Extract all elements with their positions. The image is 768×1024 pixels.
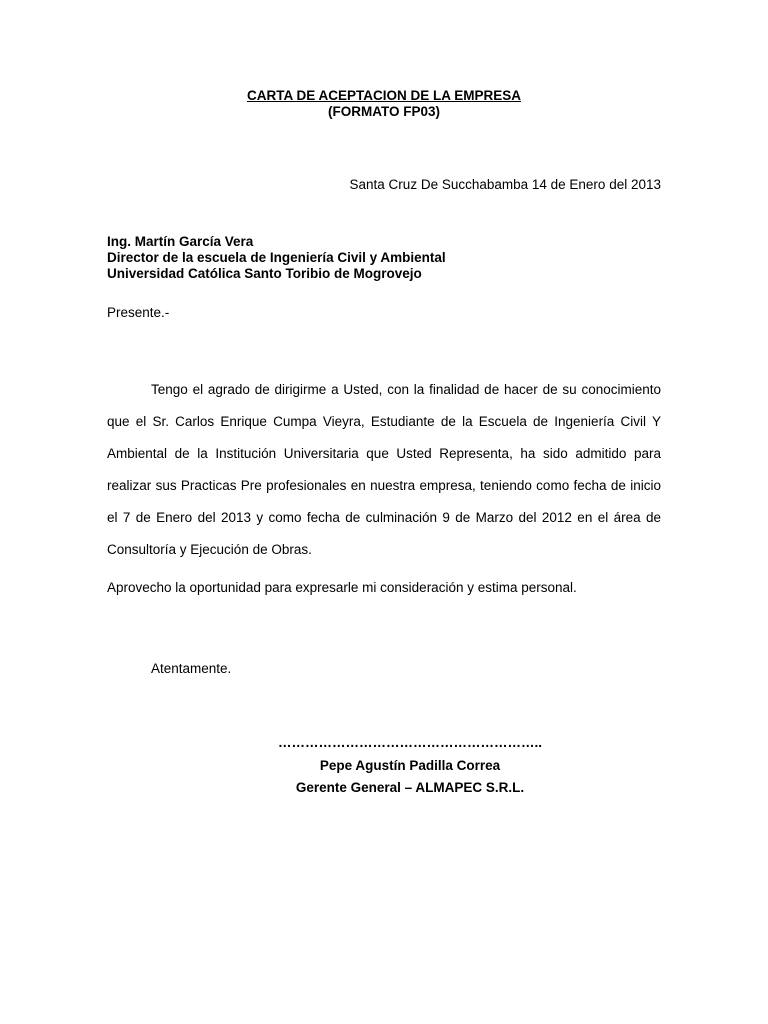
recipient-institution: Universidad Católica Santo Toribio de Mogrovejo <box>107 266 422 281</box>
recipient-block <box>107 234 446 282</box>
signature-line: ………………………………………………….. <box>277 735 542 750</box>
closing-paragraph: Aprovecho la oportunidad para expresarle mi consideración y estima personal. <box>107 580 577 595</box>
body-paragraph: Tengo el agrado de dirigirme a Usted, con la finalidad de hacer de su conocimiento que el Sr. Carlos Enrique Cumpa Vieyra, Estudiante de la Escuela de Ingeniería Civil Y Ambiental de la Institución Universitaria que Usted Representa, ha sido admitido para realizar sus Practicas Pre profesionales en nuestra empresa, teniendo como fecha de inicio el 7 de Enero del 2013 y como fecha de culminación 9 de Marzo del 2012 en el área de Consultoría y Ejecución de Obras. <box>107 382 661 557</box>
signer-title: Gerente General – ALMAPEC S.R.L. <box>295 780 525 795</box>
recipient-name: Ing. Martín García Vera <box>107 234 254 249</box>
date-line: Santa Cruz De Succhabamba 14 de Enero del 2013 <box>349 177 661 192</box>
recipient-position: Director de la escuela de Ingeniería Civil y Ambiental <box>107 250 446 265</box>
greeting: Presente.- <box>107 305 170 320</box>
letter-title: CARTA DE ACEPTACION DE LA EMPRESA <box>246 88 521 103</box>
signer-name: Pepe Agustín Padilla Correa <box>319 758 501 773</box>
sign-off: Atentamente. <box>151 661 232 676</box>
letter-subtitle: (FORMATO FP03) <box>327 104 440 119</box>
